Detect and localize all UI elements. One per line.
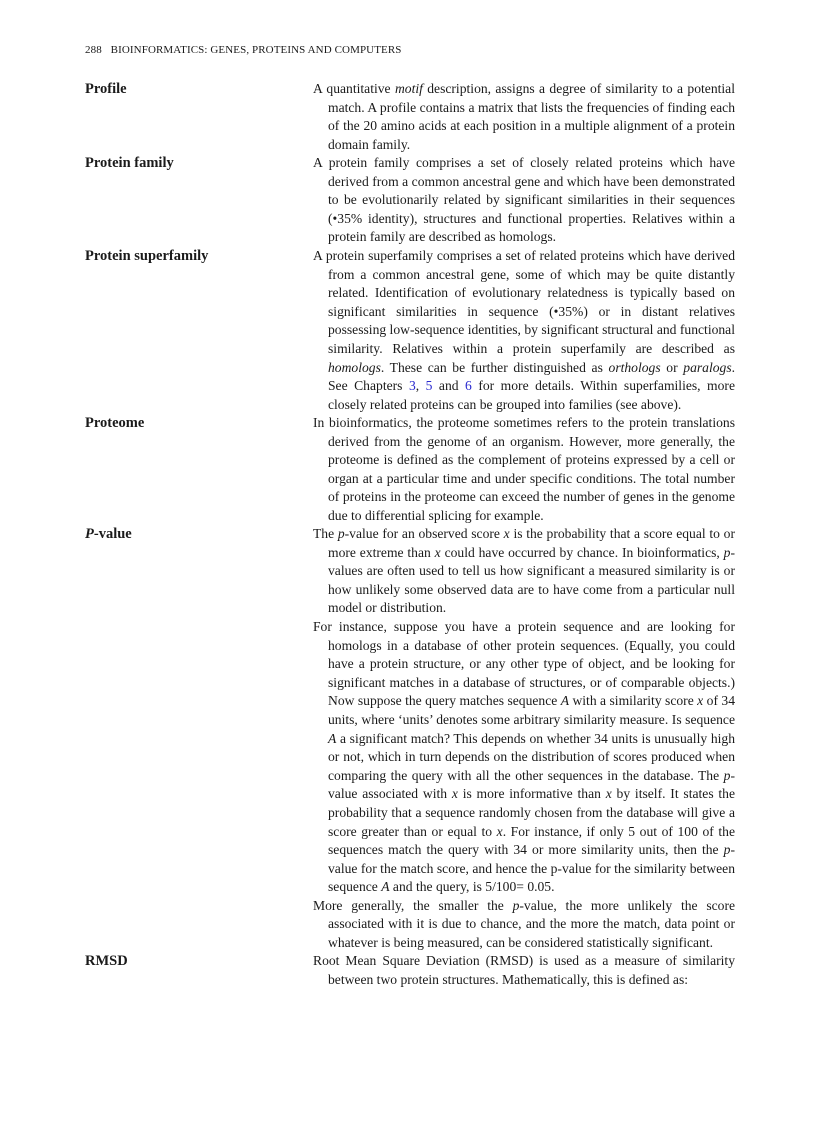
text-segment: paralogs [683,359,732,375]
text-segment: A [560,693,570,709]
text-segment: For instance, suppose you have a protein sequence and are looking for homologs in a database of other protein sequences. (Equally, you could have a protein structure, or any other type of object, and be looking for significant matches in a database of structures, or of comparable objects.) Now suppose the query matches sequence [313,618,735,709]
text-segment: or [660,359,684,375]
chapter-6-link[interactable]: 6 [465,378,472,394]
definition-paragraph [313,952,735,989]
text-segment: and [432,378,466,394]
text-segment: p [337,526,345,541]
definition-paragraph [313,247,735,414]
text-segment: for more details. Within superfamilies, more closely related proteins can be grouped into families (see above). [328,378,735,412]
text-segment: -value for an observed score [344,526,504,541]
glossary-term: RMSD [85,953,128,969]
text-segment: -value for the match score, and hence the p-value for the similarity between sequence [328,842,735,895]
text-segment: x [496,823,503,839]
glossary-definition [313,247,735,414]
text-segment: a significant match? This depends on whether 34 units is unusually high or not, which in turn depends on the distribution of scores produced when comparing the query with all the other sequences in the database. The [328,730,735,783]
text-segment: by itself. It states the probability that a sequence randomly chosen from the database will give a score greater than or equal to [328,786,736,839]
text-segment: orthologs [608,359,661,375]
text-segment: -value associated with [328,767,735,802]
glossary-term: Proteome [85,415,145,431]
definition-paragraph [313,525,735,618]
text-segment: A [328,730,337,746]
text-segment: Root Mean Square Deviation (RMSD) is used as a measure of similarity between two protein structures. Mathematically, this is defined as: [313,953,735,987]
text-segment: x [697,693,704,709]
text-segment: More generally, the smaller the [313,897,513,913]
text-segment: x [605,786,612,802]
definition-paragraph [313,897,735,953]
chapter-3-link[interactable]: 3 [408,378,416,394]
glossary-term: Profile [85,81,127,97]
running-title: BIOINFORMATICS: GENES, PROTEINS AND COMPUTERS [110,44,402,56]
text-segment: x [434,544,441,560]
definition-paragraph [313,80,735,154]
text-segment: . See Chapters [328,359,736,394]
text-segment: x [451,786,458,802]
glossary-term [85,525,132,544]
definition-paragraph [313,618,735,897]
text-segment: , [415,378,426,394]
text-segment: x [503,526,510,541]
glossary-definition [313,414,735,526]
text-segment: p [512,897,520,913]
text-segment: A quantitative [313,81,395,96]
glossary-definition [313,80,735,154]
text-segment: p [723,842,731,858]
text-segment: -value, the more unlikely the score associated with it is due to chance, and the more the match, data point or whatever is being measured, can be considered statistically significant. [328,897,735,951]
text-segment: description, assigns a degree of similarity to a potential match. A profile contains a matrix that lists the frequencies of finding each of the 20 amino acids at each position in a multiple alignment of a protein domain family. [328,81,735,152]
definition-paragraph [313,414,735,526]
text-segment: is the probability that a score equal to or more extreme than [328,526,735,560]
text-segment: and the query, is 5/100= 0.05. [389,879,555,895]
text-segment: -value [93,526,132,542]
running-header [85,44,402,56]
text-segment: p [723,544,731,560]
text-segment: P [85,526,94,542]
text-segment: . These can be further distinguished as [380,359,609,375]
page-number: 288 [85,44,102,56]
definition-paragraph [313,154,735,247]
text-segment: . For instance, if only 5 out of 100 of the sequences match the query with 34 or more similarity units, then the [328,823,735,858]
text-segment: p [723,767,731,783]
text-segment: A protein family comprises a set of closely related proteins which have derived from a common ancestral gene and which have been demonstrated to be evolutionarily related by significant similarities in their sequences (•35% identity), structures and functional properties. Relatives within a protein family are described as homologs. [313,155,735,245]
glossary-term: Protein superfamily [85,248,209,264]
glossary-definition [313,525,735,953]
text-segment: The [313,526,338,541]
text-segment: of 34 units, where ‘units’ denotes some arbitrary similarity measure. Is sequence [328,693,735,727]
text-segment: In bioinformatics, the proteome sometimes refers to the protein translations derived from the genome of an organism. However, more generally, the proteome is defined as the complement of proteins expressed by a cell or organ at a particular time and under specific conditions. The total number of proteins in the proteome can exceed the number of genes in the genome due to differential splicing for example. [313,415,735,523]
glossary-term: Protein family [85,155,174,171]
text-segment: -values are often used to tell us how significant a measured similarity is or how unlikely some observed data are to have come from a particular null model or distribution. [328,544,735,616]
chapter-5-link[interactable]: 5 [425,378,433,394]
text-segment: could have occurred by chance. In bioinformatics, [440,544,724,560]
glossary-definition [313,154,735,247]
text-segment: is more informative than [457,786,606,802]
text-segment: homologs [328,359,381,375]
text-segment: A protein superfamily comprises a set of related proteins which have derived from a common ancestral gene, some of which may be quite distantly related. Identification of evolutionary relatedness is typically based on significant similarities in sequence (•35%) or in distant relatives possessing low-sequence identities, by significant structural and functional similarity. Relatives within a protein superfamily are described as [313,248,735,356]
glossary-definition [313,952,735,989]
text-segment: A [381,879,390,895]
text-segment: with a similarity score [569,693,698,709]
text-segment: motif [394,81,423,96]
